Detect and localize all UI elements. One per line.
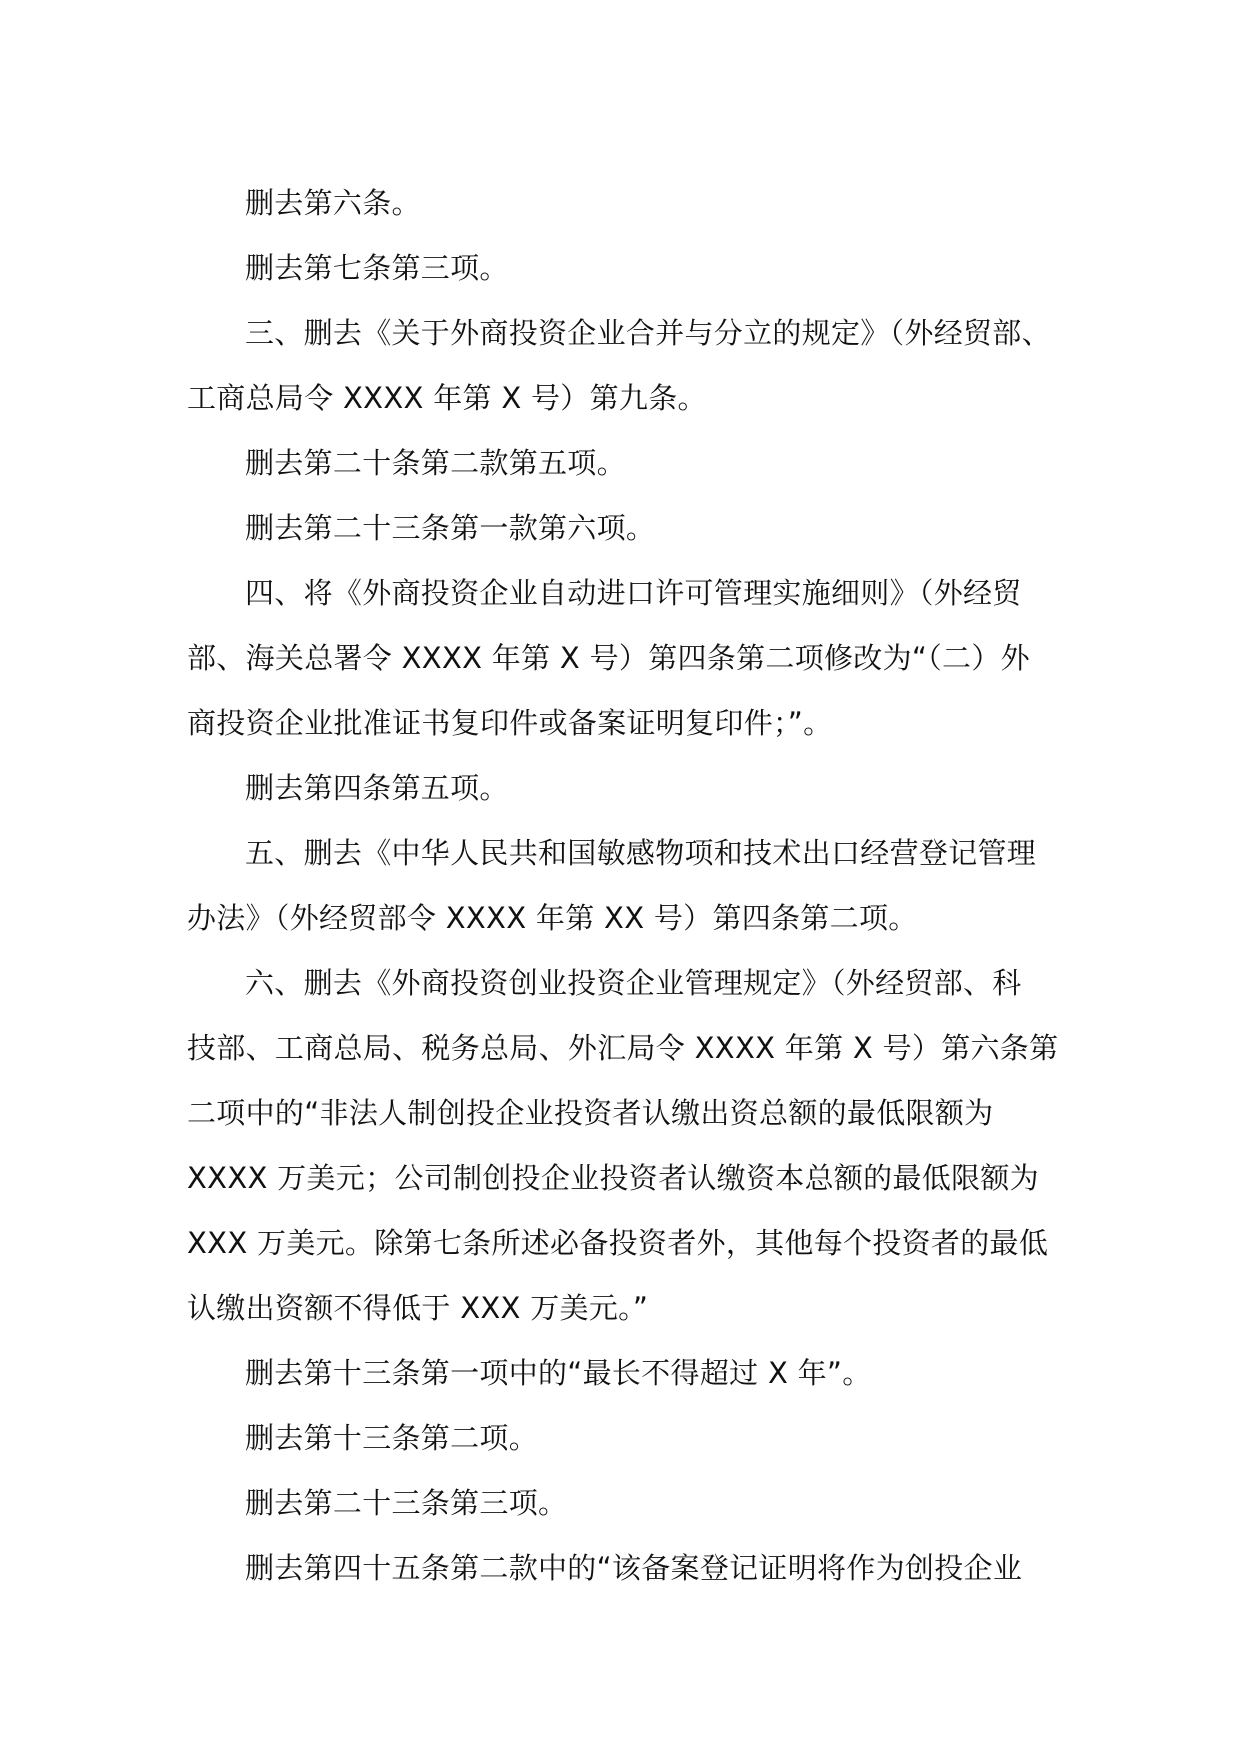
paragraph-line: 二项中的“非法人制创投企业投资者认缴出资总额的最低限额为 — [187, 1096, 994, 1130]
paragraph-line: 删去第四条第五项。 — [245, 771, 509, 805]
paragraph-line: 删去第十三条第二项。 — [245, 1421, 539, 1455]
paragraph-line: 四、将《外商投资企业自动进口许可管理实施细则》（外经贸 — [245, 576, 1022, 610]
paragraph-line: 商投资企业批准证书复印件或备案证明复印件；”。 — [187, 706, 833, 740]
paragraph-line: 工商总局令 XXXX 年第 X 号）第九条。 — [187, 381, 707, 415]
paragraph-line: 删去第六条。 — [245, 186, 421, 220]
paragraph-line: 认缴出资额不得低于 XXX 万美元。” — [187, 1291, 649, 1325]
paragraph-line: 删去第二十三条第三项。 — [245, 1486, 568, 1520]
paragraph-line: 删去第四十五条第二款中的“该备案登记证明将作为创投企业 — [245, 1551, 1023, 1585]
paragraph-line: XXX 万美元。除第七条所述必备投资者外，其他每个投资者的最低 — [187, 1226, 1049, 1260]
paragraph-line: 六、删去《外商投资创业投资企业管理规定》（外经贸部、科 — [245, 966, 1022, 1000]
paragraph-line: 三、删去《关于外商投资企业合并与分立的规定》（外经贸部、 — [245, 316, 1051, 350]
paragraph-line: 删去第十三条第一项中的“最长不得超过 X 年”。 — [245, 1356, 872, 1390]
document-body — [187, 171, 1059, 1601]
paragraph-line: 办法》（外经贸部令 XXXX 年第 XX 号）第四条第二项。 — [187, 901, 918, 935]
paragraph-line: 技部、工商总局、税务总局、外汇局令 XXXX 年第 X 号）第六条第 — [187, 1031, 1059, 1065]
paragraph-line: 五、删去《中华人民共和国敏感物项和技术出口经营登记管理 — [245, 836, 1037, 870]
paragraph-line: 删去第二十条第二款第五项。 — [245, 446, 626, 480]
paragraph-line: 删去第七条第三项。 — [245, 251, 509, 285]
paragraph-line: 删去第二十三条第一款第六项。 — [245, 511, 656, 545]
paragraph-line: 部、海关总署令 XXXX 年第 X 号）第四条第二项修改为“（二）外 — [187, 641, 1030, 675]
paragraph-line: XXXX 万美元；公司制创投企业投资者认缴资本总额的最低限额为 — [187, 1161, 1039, 1195]
